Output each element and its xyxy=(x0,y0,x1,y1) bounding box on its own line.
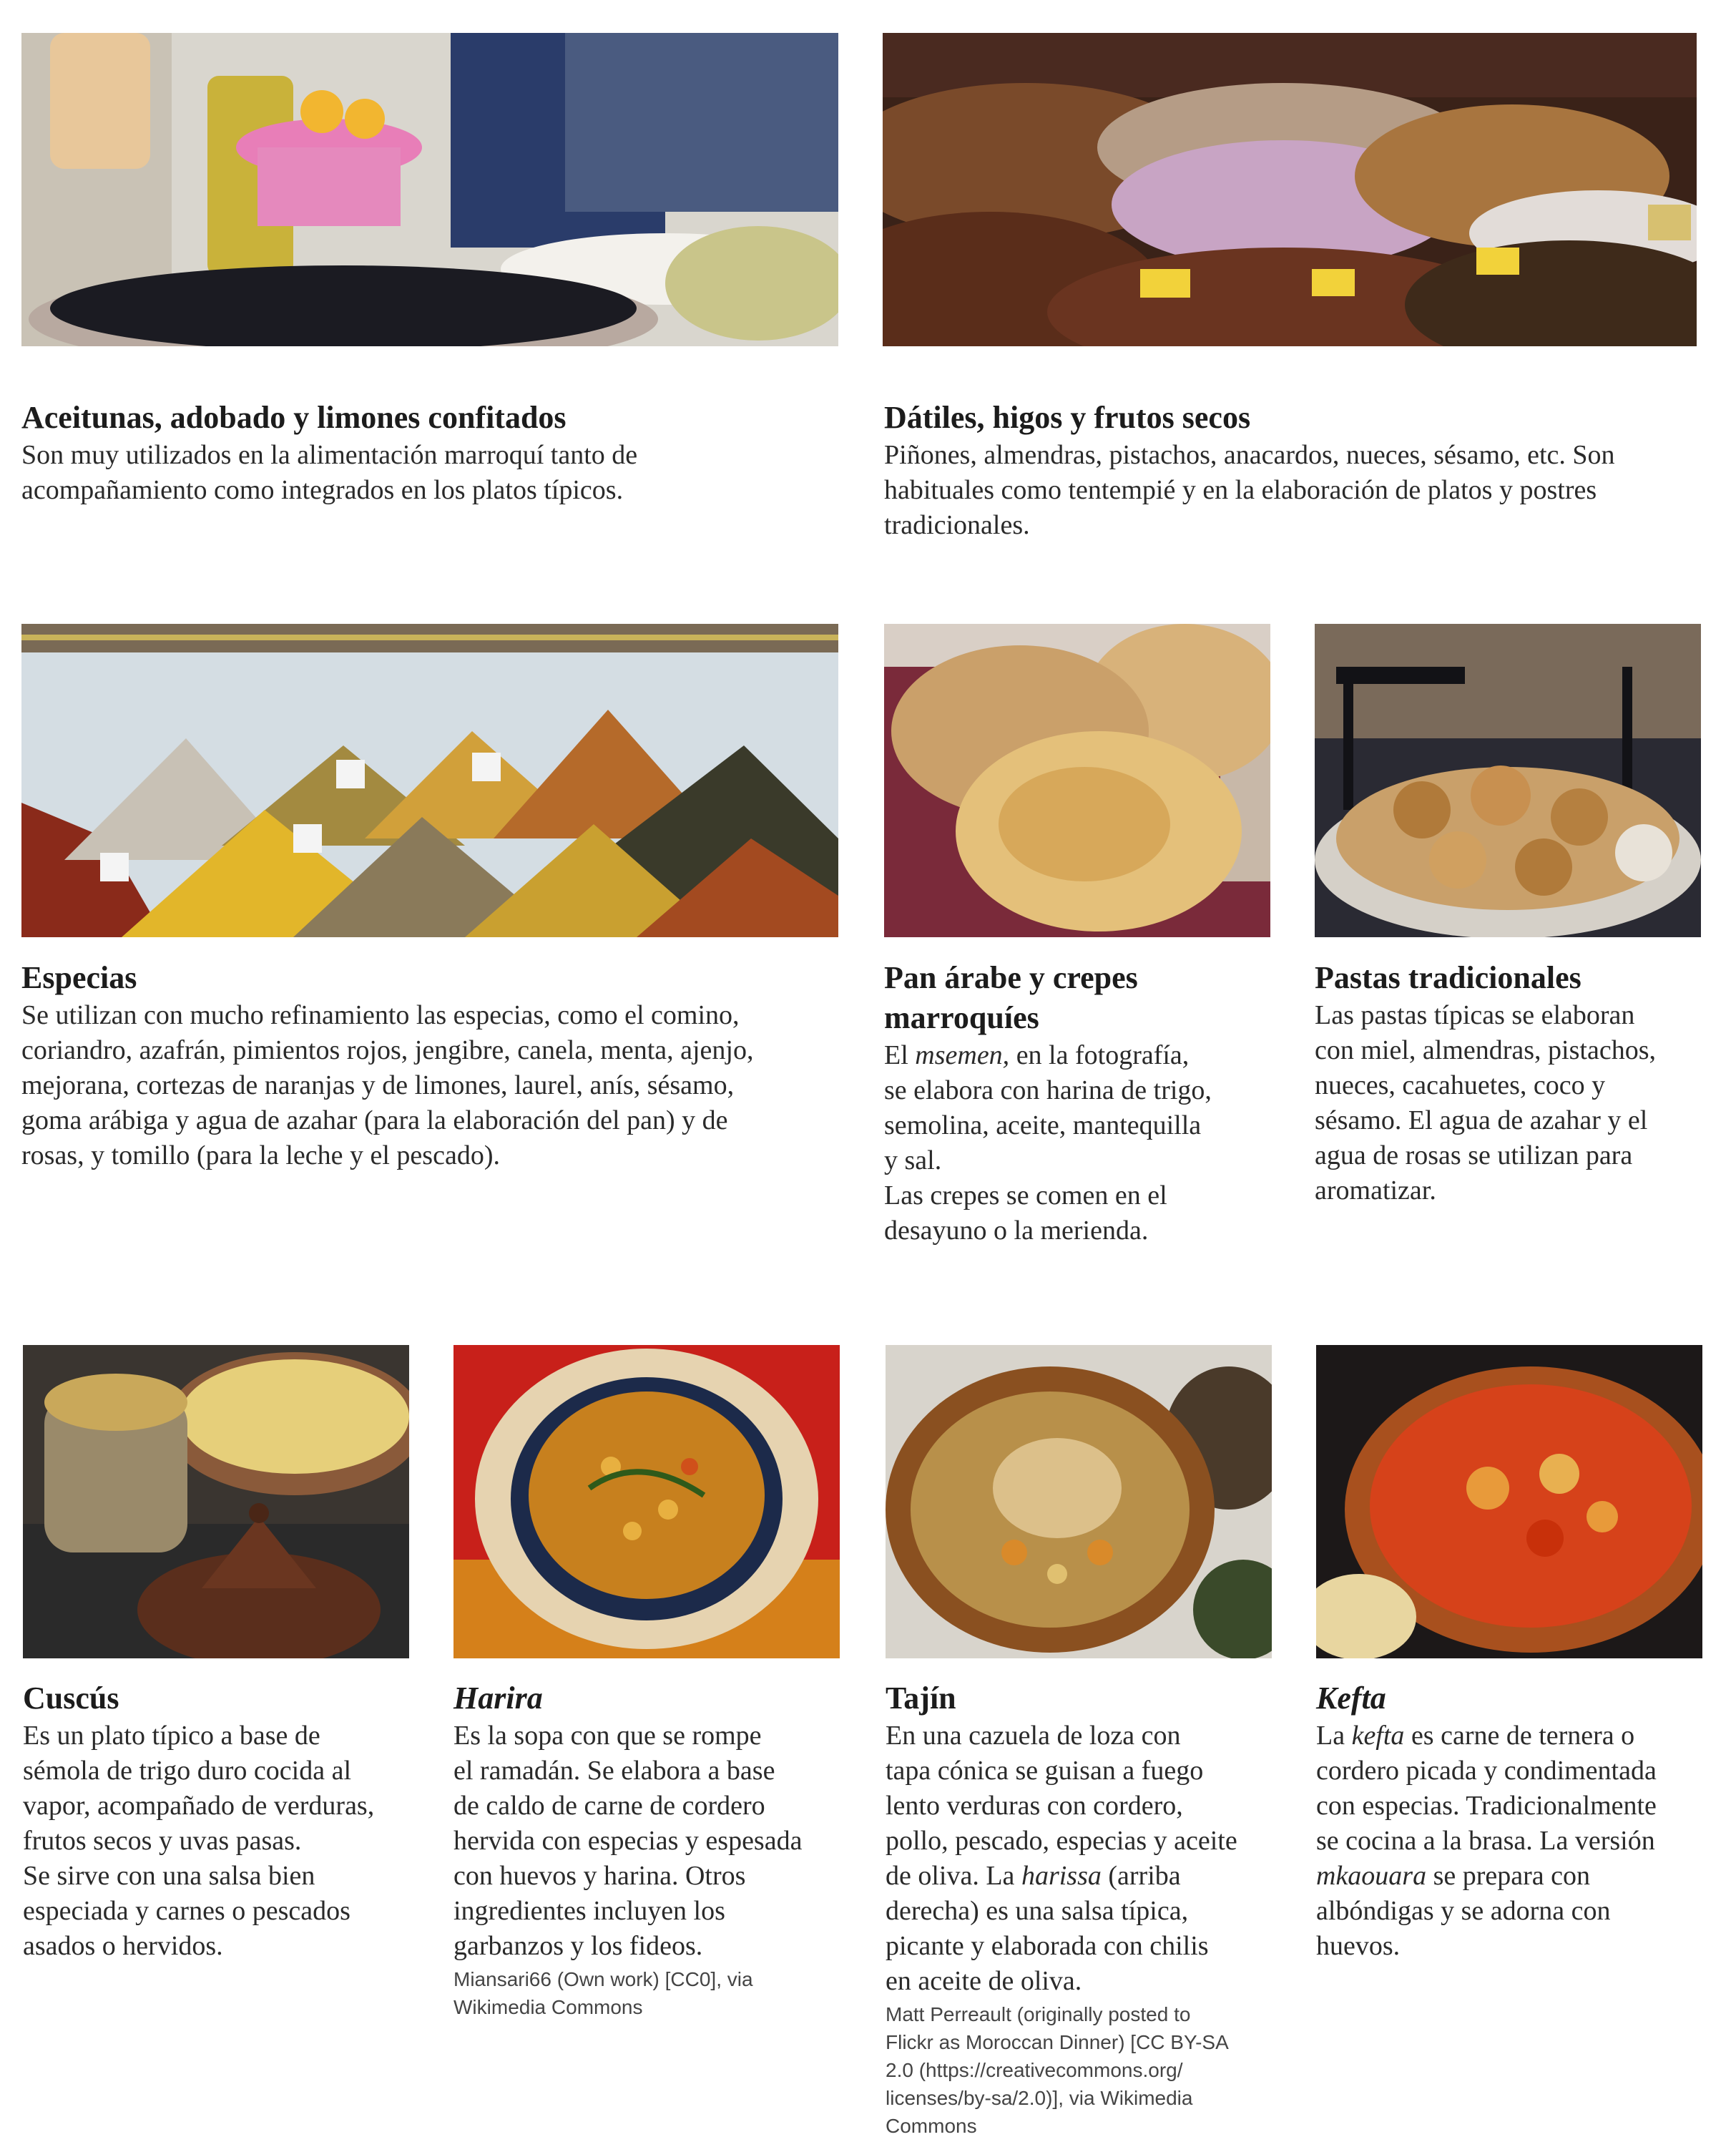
pan-title-line1: Pan árabe y crepes xyxy=(884,960,1138,995)
section-datiles xyxy=(884,398,1728,543)
kefta-description: La kefta es carne de ternera o cordero picada y condimentada con especias. Tradicionalmente se cocina a la brasa. La versión mkaouara se prepara con albóndigas y se adorna con huevos. xyxy=(1316,1721,1657,1961)
especias-title: Especias xyxy=(21,960,137,995)
spices-photo xyxy=(21,624,838,937)
couscous-photo xyxy=(23,1345,409,1658)
section-kefta xyxy=(1316,1678,1731,1964)
section-cuscus xyxy=(23,1678,445,1964)
harira-photo xyxy=(453,1345,840,1658)
section-pan xyxy=(884,958,1306,1248)
section-tajin xyxy=(886,1678,1308,2140)
section-pastas xyxy=(1315,958,1722,1208)
cuscus-title: Cuscús xyxy=(23,1681,119,1716)
tajin-description: En una cazuela de loza con tapa cónica se guisan a fuego lento verduras con cordero, pollo, pescado, especias y aceite de oliva. La harissa (arriba derecha) es una salsa típica, picante y elaborada con chilis en aceite de oliva. xyxy=(886,1721,1237,1996)
aceitunas-description: Son muy utilizados en la alimentación marroquí tanto de acompañamiento como integrados en los platos típicos. xyxy=(21,440,638,505)
cuscus-description: Es un plato típico a base de sémola de trigo duro cocida al vapor, acompañado de verduras, frutos secos y uvas pasas. Se sirve con una salsa bien especiada y carnes o pescados asados o hervidos. xyxy=(23,1721,375,1961)
pan-description: El msemen, en la fotografía, se elabora con harina de trigo, semolina, aceite, mantequilla y sal. Las crepes se comen en el desayuno o la merienda. xyxy=(884,1040,1212,1246)
section-especias xyxy=(21,958,858,1173)
bread-photo xyxy=(884,624,1270,937)
olives-photo xyxy=(21,33,838,346)
datiles-title: Dátiles, higos y frutos secos xyxy=(884,400,1251,435)
section-harira xyxy=(453,1678,876,2021)
tajin-photo xyxy=(886,1345,1272,1658)
harira-photo-credit: Miansari66 (Own work) [CC0], via Wikimedia Commons xyxy=(453,1968,753,2018)
section-aceitunas xyxy=(21,398,844,508)
datiles-description: Piñones, almendras, pistachos, anacardos, nueces, sésamo, etc. Son habituales como tentempié y en la elaboración de platos y postres tradicionales. xyxy=(884,440,1615,540)
aceitunas-title: Aceitunas, adobado y limones confitados xyxy=(21,400,567,435)
pan-title-line2: marroquíes xyxy=(884,1000,1039,1035)
harira-description: Es la sopa con que se rompe el ramadán. Se elabora a base de caldo de carne de cordero hervida con especias y espesada con huevos y harina. Otros ingredientes incluyen los garbanzos y los fideos. xyxy=(453,1721,803,1961)
pastas-title: Pastas tradicionales xyxy=(1315,960,1581,995)
harira-title: Harira xyxy=(453,1681,543,1716)
kefta-title: Kefta xyxy=(1316,1681,1386,1716)
pastas-description: Las pastas típicas se elaboran con miel, almendras, pistachos, nueces, cacahuetes, coco y sésamo. El agua de azahar y el agua de rosas se utilizan para aromatizar. xyxy=(1315,1000,1656,1205)
pastries-photo xyxy=(1315,624,1701,937)
kefta-photo xyxy=(1316,1345,1702,1658)
dried-fruits-photo xyxy=(883,33,1697,346)
tajin-title: Tajín xyxy=(886,1681,956,1716)
especias-description: Se utilizan con mucho refinamiento las especias, como el comino, coriandro, azafrán, pimientos rojos, jengibre, canela, menta, ajenjo, mejorana, cortezas de naranjas y de limones, laurel, anís, sésamo, goma arábiga y agua de azahar (para la elaboración del pan) y de rosas, y tomillo (para la leche y el pescado). xyxy=(21,1000,754,1170)
tajin-photo-credit: Matt Perreault (originally posted to Flickr as Moroccan Dinner) [CC BY-SA 2.0 (https://creativecommons.org/ licenses/by-sa/2.0)], via Wikimedia Commons xyxy=(886,2003,1229,2137)
